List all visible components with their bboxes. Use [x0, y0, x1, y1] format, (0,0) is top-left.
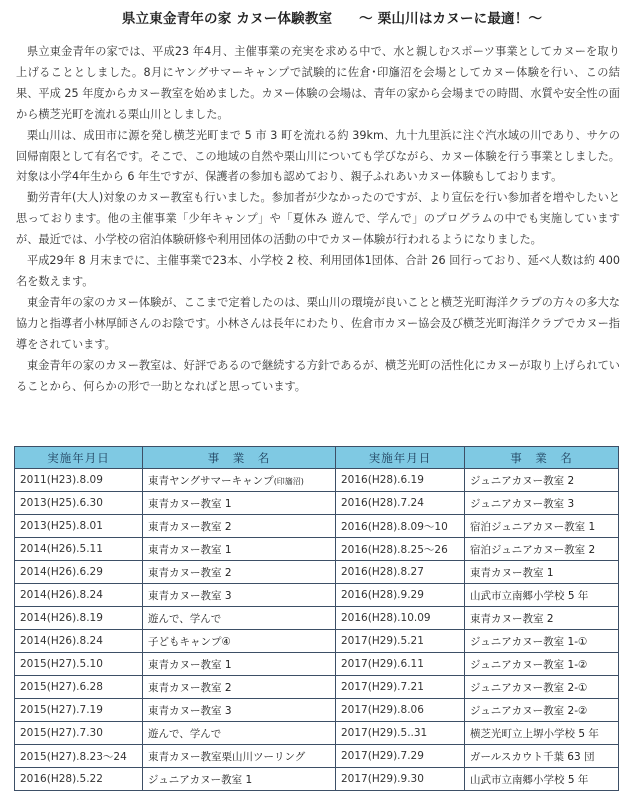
date-cell: 2017(H29).9.30 [336, 768, 465, 791]
event-cell: 遊んで、学んで [143, 607, 336, 630]
date-cell: 2016(H28).8.27 [336, 561, 465, 584]
event-cell: 東青カヌー教室 2 [465, 607, 619, 630]
date-cell: 2016(H28).10.09 [336, 607, 465, 630]
event-cell: ジュニアカヌー教室 2-② [465, 699, 619, 722]
date-cell: 2013(H25).6.30 [15, 492, 143, 515]
date-cell: 2015(H27).8.23～24 [15, 745, 143, 768]
header-date-1: 実施年月日 [15, 447, 143, 469]
event-cell: ジュニアカヌー教室 3 [465, 492, 619, 515]
date-cell: 2015(H27).5.10 [15, 653, 143, 676]
paragraph-5: 東金青年の家のカヌー体験が、ここまで定着したのは、栗山川の環境が良いことと横芝光町海洋クラブの方々の多大な協力と指導者小林厚師さんのお陰です。小林さんは長年にわたり、佐倉市カヌー協会及び横芝光町海洋クラブでカヌー指導をされています。 [16, 295, 620, 351]
header-event-2: 事 業 名 [465, 447, 619, 469]
table-row [15, 630, 619, 653]
table-row [15, 584, 619, 607]
date-cell: 2014(H26).6.29 [15, 561, 143, 584]
event-cell: 山武市立南郷小学校 5 年 [465, 768, 619, 791]
table-row [15, 676, 619, 699]
event-cell: 東青カヌー教室 2 [143, 561, 336, 584]
table-row [15, 469, 619, 492]
event-cell: 東青カヌー教室 1 [143, 653, 336, 676]
table-row [15, 538, 619, 561]
date-cell: 2014(H26).8.19 [15, 607, 143, 630]
event-cell: 東青カヌー教室 1 [143, 538, 336, 561]
event-note: (印旛沼) [273, 476, 304, 486]
event-cell: ジュニアカヌー教室 2-① [465, 676, 619, 699]
table-row [15, 745, 619, 768]
event-cell: 東青カヌー教室 1 [143, 492, 336, 515]
table-row [15, 492, 619, 515]
date-cell: 2016(H28).8.25～26 [336, 538, 465, 561]
title-main: 県立東金青年の家 カヌー体験教室 [121, 11, 333, 27]
event-cell: 東青ヤングサマーキャンプ(印旛沼) [143, 469, 336, 492]
date-cell: 2017(H29).8.06 [336, 699, 465, 722]
event-cell: 宿泊ジュニアカヌー教室 1 [465, 515, 619, 538]
date-cell: 2014(H26).8.24 [15, 630, 143, 653]
event-cell: ジュニアカヌー教室 1-② [465, 653, 619, 676]
header-event-1: 事 業 名 [143, 447, 336, 469]
table-row [15, 561, 619, 584]
event-cell: 東青カヌー教室 2 [143, 676, 336, 699]
title-sub: ～ 栗山川はカヌーに最適！～ [359, 11, 543, 27]
date-cell: 2016(H28).6.19 [336, 469, 465, 492]
date-cell: 2017(H29).7.29 [336, 745, 465, 768]
event-cell: 東青カヌー教室 3 [143, 584, 336, 607]
event-cell: 遊んで、学んで [143, 722, 336, 745]
paragraph-2: 栗山川は、成田市に源を発し横芝光町まで 5 市 3 町を流れる約 39km、九十九里浜に注ぐ汽水域の川であり、サケの回帰南限として有名です。そこで、この地域の自然や栗山川についても学びながら、カヌー体験を行う事業としました。対象は小学4年生から 6 年生ですが、保護者の参加も認めており、親子ふれあいカヌー体験もしております。 [16, 128, 620, 184]
event-cell: 子どもキャンプ④ [143, 630, 336, 653]
event-cell: 東青カヌー教室栗山川ツーリング [143, 745, 336, 768]
table-row [15, 653, 619, 676]
events-table [14, 446, 619, 791]
table-row [15, 515, 619, 538]
event-cell: ジュニアカヌー教室 1 [143, 768, 336, 791]
paragraph-1: 県立東金青年の家では、平成23 年4月、主催事業の充実を求める中で、水と親しむスポーツ事業としてカヌーを取り上げることとしました。8月にヤングサマーキャンプで試験的に佐倉･印旛沼を会場としてカヌー体験を行い、この結果、平成 25 年度からカヌー教室を始めました。カヌー体験の会場は、青年の家から会場までの時間、水質や安全性の面から横芝光町を流れる栗山川としました。 [16, 45, 620, 121]
date-cell: 2013(H25).8.01 [15, 515, 143, 538]
body-text [16, 42, 620, 397]
date-cell: 2017(H29).5.21 [336, 630, 465, 653]
event-cell: ガールスカウト千葉 63 団 [465, 745, 619, 768]
event-cell: 横芝光町立上堺小学校 5 年 [465, 722, 619, 745]
date-cell: 2011(H23).8.09 [15, 469, 143, 492]
event-cell: 宿泊ジュニアカヌー教室 2 [465, 538, 619, 561]
table-row [15, 768, 619, 791]
page-title [0, 7, 630, 27]
date-cell: 2016(H28).7.24 [336, 492, 465, 515]
table-row [15, 607, 619, 630]
header-date-2: 実施年月日 [336, 447, 465, 469]
date-cell: 2017(H29).7.21 [336, 676, 465, 699]
event-cell: 東青カヌー教室 1 [465, 561, 619, 584]
date-cell: 2015(H27).6.28 [15, 676, 143, 699]
date-cell: 2017(H29).5..31 [336, 722, 465, 745]
table-header-row [15, 447, 619, 469]
date-cell: 2016(H28).5.22 [15, 768, 143, 791]
event-cell: ジュニアカヌー教室 1-① [465, 630, 619, 653]
table-row [15, 699, 619, 722]
date-cell: 2015(H27).7.19 [15, 699, 143, 722]
paragraph-3: 勤労青年(大人)対象のカヌー教室も行いました。参加者が少なかったのですが、より宣伝を行い参加者を増やしたいと思っております。他の主催事業「少年キャンプ」や「夏休み 遊んで、学んで」のプログラムの中でも実施していますが、最近では、小学校の宿泊体験研修や利用団体の活動の中でカヌー体験が行われるようになりました。 [16, 191, 620, 247]
event-cell: 東青カヌー教室 3 [143, 699, 336, 722]
date-cell: 2015(H27).7.30 [15, 722, 143, 745]
table-row [15, 722, 619, 745]
event-cell: ジュニアカヌー教室 2 [465, 469, 619, 492]
date-cell: 2014(H26).8.24 [15, 584, 143, 607]
date-cell: 2016(H28).8.09～10 [336, 515, 465, 538]
table-body [15, 469, 619, 791]
date-cell: 2014(H26).5.11 [15, 538, 143, 561]
paragraph-6: 東金青年の家のカヌー教室は、好評であるので継続する方針であるが、横芝光町の活性化にカヌーが取り上げられていることから、何らかの形で一助となればと思っています。 [16, 358, 620, 393]
event-cell: 山武市立南郷小学校 5 年 [465, 584, 619, 607]
event-cell: 東青カヌー教室 2 [143, 515, 336, 538]
date-cell: 2016(H28).9.29 [336, 584, 465, 607]
paragraph-4: 平成29年 8 月末までに、主催事業で23本、小学校 2 校、利用団体1団体、合計 26 回行っており、延べ人数は約 400名を数えます。 [16, 254, 620, 288]
date-cell: 2017(H29).6.11 [336, 653, 465, 676]
